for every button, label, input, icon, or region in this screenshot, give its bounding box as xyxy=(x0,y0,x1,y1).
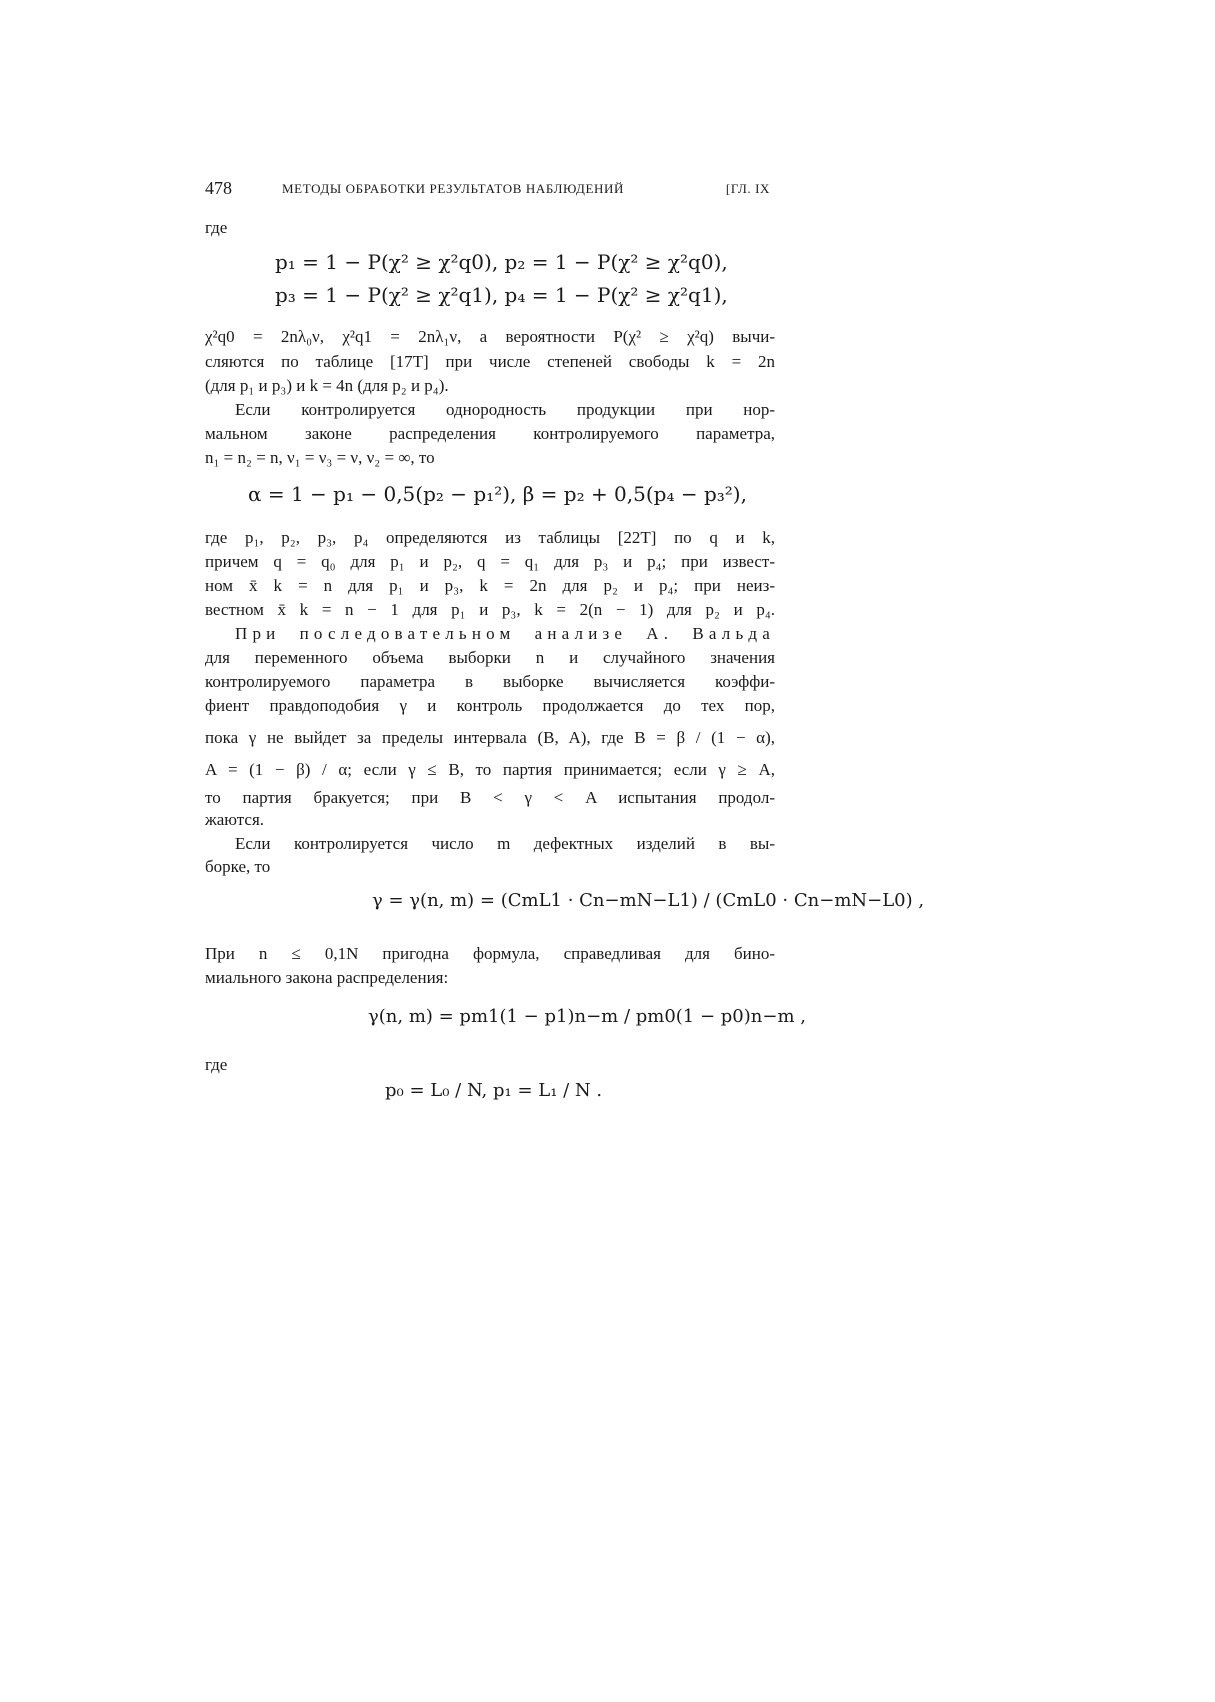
formula-alpha-beta: α = 1 − p₁ − 0,5(p₂ − p₁²), β = p₂ + 0,5(p₄ − p₃²), xyxy=(248,482,747,506)
where-label: где xyxy=(205,218,228,237)
paragraph-line: Если контролируется число m дефектных изделий в вы- xyxy=(235,834,775,853)
paragraph-line: При n ≤ 0,1N пригодна формула, справедливая для бино- xyxy=(205,944,775,963)
formula-p1-p2: p₁ = 1 − P(χ² ≥ χ²q0), p₂ = 1 − P(χ² ≥ χ²q0), xyxy=(275,250,728,274)
paragraph-line: χ²q0 = 2nλ₀ν, χ²q1 = 2nλ₁ν, а вероятности P(χ² ≥ χ²q) вычи- xyxy=(205,327,775,346)
paragraph-line: мальном законе распределения контролируемого параметра, xyxy=(205,424,775,443)
paragraph-line: жаются. xyxy=(205,810,265,829)
paragraph-line: где p₁, p₂, p₃, p₄ определяются из таблицы [22Т] по q и k, xyxy=(205,528,775,547)
paragraph-line: вестном x̄ k = n − 1 для p₁ и p₃, k = 2(n − 1) для p₂ и p₄. xyxy=(205,600,775,619)
paragraph-line: При последовательном анализе А. Вальда xyxy=(235,624,775,643)
paragraph-line: миального закона распределения: xyxy=(205,968,449,987)
paragraph-line: сляются по таблице [17Т] при числе степеней свободы k = 2n xyxy=(205,352,775,371)
paragraph-line: причем q = q₀ для p₁ и p₂, q = q₁ для p₃ и p₄; при извест- xyxy=(205,552,775,571)
paragraph-line: Если контролируется однородность продукции при нор- xyxy=(235,400,775,419)
formula-p0-p1: p₀ = L₀ / N, p₁ = L₁ / N . xyxy=(385,1080,603,1101)
where-label: где xyxy=(205,1055,228,1074)
formula-gamma: γ = γ(n, m) = (CmL1 · Cn−mN−L1) / (CmL0 · Cn−mN−L0) , xyxy=(372,890,925,911)
paragraph-line: борке, то xyxy=(205,857,271,876)
paragraph-line: n₁ = n₂ = n, ν₁ = ν₃ = ν, ν₂ = ∞, то xyxy=(205,448,435,467)
chapter-label: [ГЛ. IX xyxy=(725,181,770,196)
page-header xyxy=(205,178,775,202)
paragraph-line: фиент правдоподобия γ и контроль продолжается до тех пор, xyxy=(205,696,775,715)
page-number: 478 xyxy=(205,178,232,198)
paragraph-line: то партия бракуется; при B < γ < A испытания продол- xyxy=(205,788,775,807)
paragraph-line: пока γ не выйдет за пределы интервала (B, A), где B = β / (1 − α), xyxy=(205,728,775,747)
paragraph-line: ном x̄ k = n для p₁ и p₃, k = 2n для p₂ и p₄; при неиз- xyxy=(205,576,775,595)
paragraph-line: (для p₁ и p₃) и k = 4n (для p₂ и p₄). xyxy=(205,376,449,395)
paragraph-line: A = (1 − β) / α; если γ ≤ B, то партия принимается; если γ ≥ A, xyxy=(205,760,775,779)
paragraph-line: для переменного объема выборки n и случайного значения xyxy=(205,648,775,667)
paragraph-line: контролируемого параметра в выборке вычисляется коэффи- xyxy=(205,672,775,691)
formula-binomial: γ(n, m) = pm1(1 − p1)n−m / pm0(1 − p0)n−m , xyxy=(368,1006,806,1027)
formula-p3-p4: p₃ = 1 − P(χ² ≥ χ²q1), p₄ = 1 − P(χ² ≥ χ²q1), xyxy=(275,283,728,307)
running-title: МЕТОДЫ ОБРАБОТКИ РЕЗУЛЬТАТОВ НАБЛЮДЕНИЙ xyxy=(282,181,624,196)
